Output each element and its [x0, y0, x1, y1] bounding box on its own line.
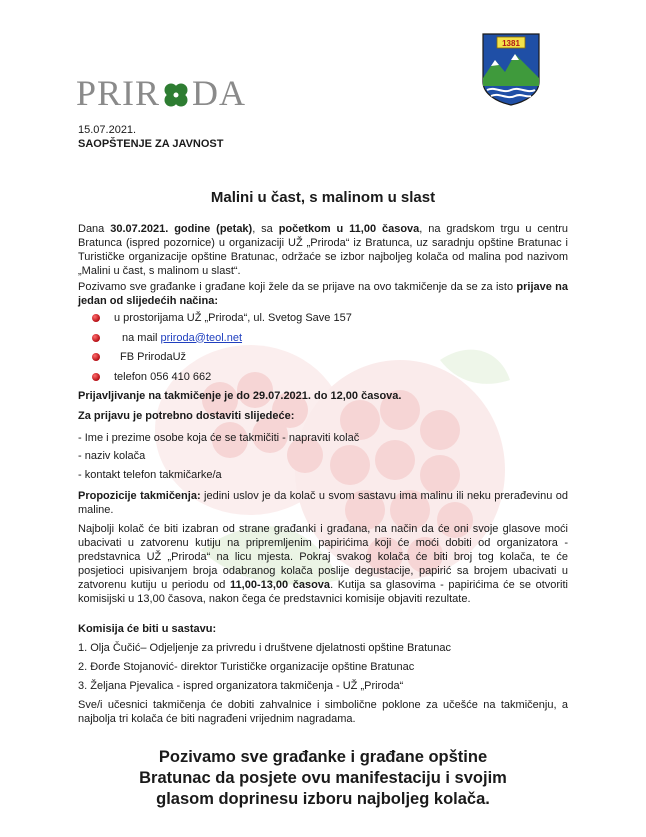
commission-member: 1. Olja Čučić– Odjeljenje za privredu i društvene djelatnosti opštine Bratunac	[78, 642, 451, 654]
commission-member: 3. Željana Pjevalica - ispred organizatora takmičenja - UŽ „Priroda“	[78, 680, 404, 692]
raspberry-bullet-icon	[92, 334, 100, 342]
closing-invitation	[0, 747, 646, 810]
requirements-heading: Za prijavu je potrebno dostaviti slijedeće:	[78, 410, 295, 422]
date: 15.07.2021.	[78, 124, 137, 136]
closing-line: glasom doprinesu izboru najboljeg kolača.	[156, 790, 490, 808]
bratunac-crest-icon	[481, 32, 541, 106]
closing-line: Bratunac da posjete ovu manifestaciju i svojim	[139, 769, 507, 787]
logo-text-left: PRIR	[76, 73, 161, 113]
priroda-logo	[76, 72, 246, 114]
raspberry-bullet-icon	[92, 353, 100, 361]
intro-paragraph: Dana 30.07.2021. godine (petak), sa početkom u 11,00 časova, na gradskom trgu u centru Bratunca (ispred pozornice) u organizaciji UŽ „Priroda“ iz Bratunca, uz saradnju opštine Bratunac i Turističke organizacije opštine Bratunac, održaće se izbor najboljeg kolača od malina pod nazivom „Malini u čast, s malinom u slast“.	[78, 223, 568, 277]
voting-paragraph: Najbolji kolač će biti izabran od strane građanki i građana, na način da će oni svoje glasove moći ubacivati u zatvorenu kutiju na pripremljenim papirićima koji će moći dobiti od organizatora - predstavnica UŽ „Priroda“ na licu mjesta. Pokraj svakog kolača će biti broj tog kolača, te će posjetioci upisivanjem broja odabranog kolača poslije degustacije, papirić sa brojem ubacivati u zatvorenu kutiju u periodu od 11,00-13,00 časova. Kutija sa glasovima - papirićima će se otvoriti komisijski u 13,00 časova, nakon čega će predstavnici komisije objaviti rezultate.	[78, 523, 568, 605]
logo-text-right: DA	[192, 73, 247, 113]
commission-member: 2. Đorđe Stojanović- direktor Turističke organizacije opštine Bratunac	[78, 661, 415, 673]
email-link[interactable]: priroda@teol.net	[160, 331, 243, 344]
raspberry-bullet-icon	[92, 373, 100, 381]
closing-line: Pozivamo sve građanke i građane opštine	[158, 748, 488, 766]
announcement-label: SAOPŠTENJE ZA JAVNOST	[78, 138, 224, 150]
raspberry-bullet-icon	[92, 314, 100, 322]
commission-heading: Komisija će biti u sastavu:	[78, 623, 217, 635]
invite-paragraph: Pozivamo sve građanke i građane koji žele da se prijave na ovo takmičenje da se za isto prijave na jedan od slijedećih načina:	[78, 281, 568, 307]
requirement-item: - naziv kolača	[78, 450, 146, 462]
requirement-item: - kontakt telefon takmičarke/a	[78, 469, 222, 481]
clover-icon	[161, 80, 191, 110]
prizes-paragraph: Sve/i učesnici takmičenja će dobiti zahvalnice i simbolične poklone za učešće na takmičenju, a najbolja tri kolača će biti nagrađeni vrijednim nagradama.	[78, 699, 568, 725]
page-title: Malini u čast, s malinom u slast	[210, 189, 436, 206]
deadline: Prijavljivanje na takmičenje je do 29.07.2021. do 12,00 časova.	[78, 390, 402, 402]
svg-text:1381: 1381	[502, 39, 520, 48]
requirement-item: - Ime i prezime osobe koja će se takmičiti - napraviti kolač	[78, 432, 360, 444]
propositions-paragraph: Propozicije takmičenja: jedini uslov je da kolač u svom sastavu ima malinu ili neku prerađevinu od maline.	[78, 490, 568, 516]
